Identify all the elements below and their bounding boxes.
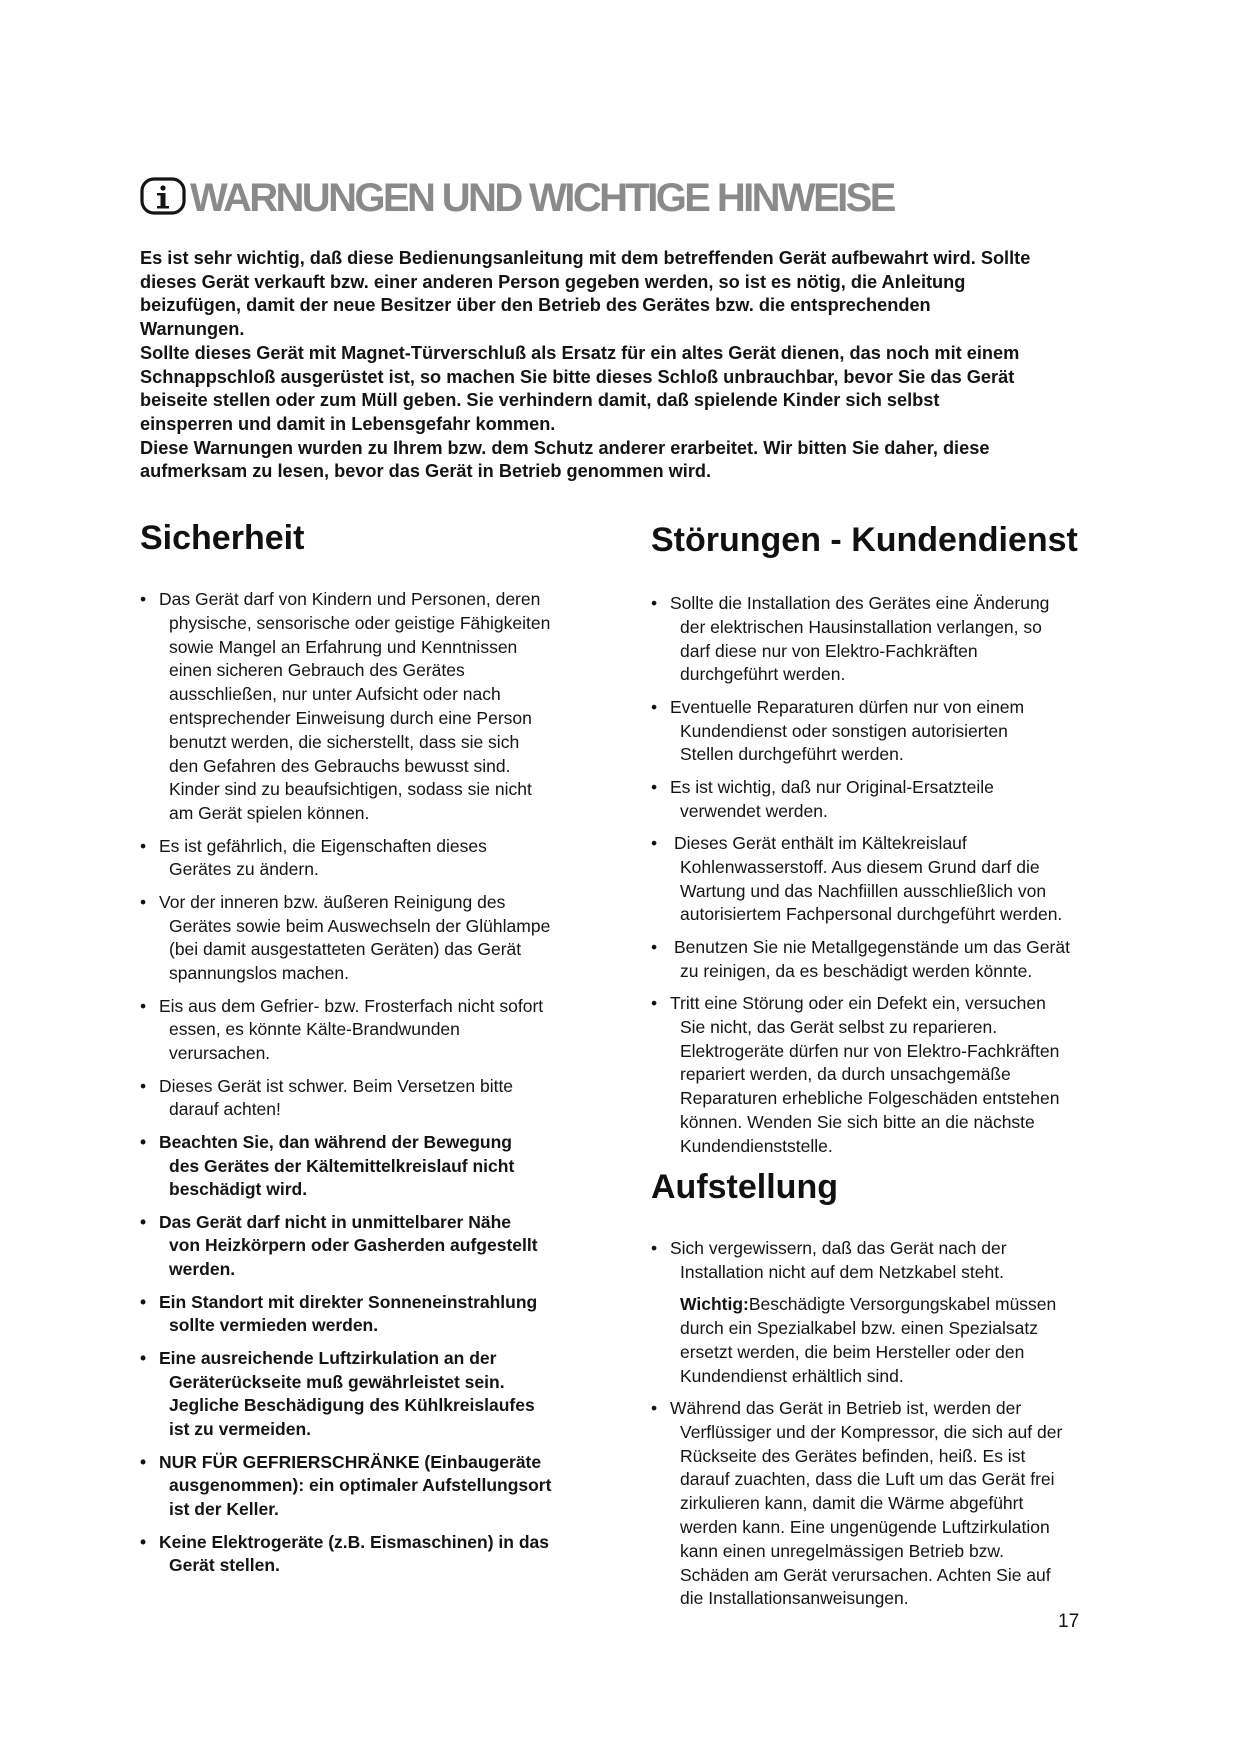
list-item: [651, 1397, 1131, 1611]
line: Eventuelle Reparaturen dürfen nur von einem: [670, 696, 1025, 717]
sicherheit-heading: Sicherheit: [140, 519, 305, 557]
line: die Installationsanweisungen.: [680, 1588, 909, 1609]
line: Dieses Gerät enthält im Kältekreislauf: [674, 832, 967, 853]
line: einen sicheren Gebrauch des Gerätes: [169, 660, 465, 681]
sicherheit-section: [140, 518, 620, 1587]
page-title: WARNUNGEN UND WICHTIGE HINWEISE: [190, 176, 894, 220]
intro-paragraph-1: [140, 247, 1120, 342]
line: werden.: [169, 1259, 236, 1280]
list-item: [140, 588, 620, 826]
note-label: Wichtig:: [680, 1294, 749, 1315]
aufstellung-heading: Aufstellung: [651, 1168, 838, 1207]
line: Kundendienststelle.: [680, 1135, 833, 1156]
wichtig-note: [651, 1293, 1131, 1388]
line: Vor der inneren bzw. äußeren Reinigung des: [159, 891, 506, 912]
line: der elektrischen Hausinstallation verlangen, so: [680, 616, 1042, 637]
line: Eine ausreichende Luftzirkulation an der: [159, 1347, 497, 1368]
line: Jegliche Beschädigung des Kühlkreislaufes: [169, 1395, 535, 1416]
intro-line: Diese Warnungen wurden zu Ihrem bzw. dem Schutz anderer erarbeitet. Wir bitten Sie daher, diese: [140, 437, 990, 458]
list-item: [651, 992, 1131, 1159]
list-item: [140, 995, 620, 1066]
list-item: [140, 1075, 620, 1123]
line: werden kann. Eine ungenügende Luftzirkulation: [680, 1517, 1050, 1538]
line: physische, sensorische oder geistige Fähigkeiten: [169, 612, 551, 633]
list-item: [140, 1531, 620, 1579]
line: Installation nicht auf dem Netzkabel steht.: [680, 1261, 1004, 1282]
line: Kinder sind zu beaufsichtigen, sodass sie nicht: [169, 779, 532, 800]
intro-line: Warnungen.: [140, 319, 245, 340]
line: Dieses Gerät ist schwer. Beim Versetzen bitte: [159, 1075, 514, 1096]
line: Sollte die Installation des Gerätes eine Änderung: [670, 593, 1050, 613]
list-item: [140, 1291, 620, 1339]
line: autorisiertem Fachpersonal durchgeführt werden.: [680, 904, 1063, 925]
list-item: [651, 592, 1131, 687]
line: Wartung und das Nachfiillen ausschließlich von: [680, 880, 1047, 901]
stoerungen-heading: Störungen - Kundendienst: [651, 521, 1078, 559]
line: kann einen unregelmässigen Betrieb bzw.: [680, 1540, 1004, 1561]
line: benutzt werden, die sicherstellt, dass sie sich: [169, 731, 520, 752]
line: können. Wenden Sie sich bitte an die nächste: [680, 1111, 1035, 1132]
intro-line: Schnappschloß ausgerüstet ist, so machen Sie bitte dieses Schloß unbrauchbar, bevor Sie das Gerät: [140, 366, 1015, 387]
line: spannungslos machen.: [169, 963, 349, 984]
stoerungen-section: [651, 520, 1131, 1620]
line: ist der Keller.: [169, 1499, 279, 1520]
line: beschädigt wird.: [169, 1179, 308, 1200]
list-item: [140, 1451, 620, 1522]
intro-line: Es ist sehr wichtig, daß diese Bedienungsanleitung mit dem betreffenden Gerät aufbewahrt wird. Sollte: [140, 248, 1031, 268]
intro-paragraph-3: [140, 437, 1120, 484]
line: sowie Mangel an Erfahrung und Kenntnissen: [169, 636, 518, 657]
line: Sich vergewissern, daß das Gerät nach der: [670, 1238, 1007, 1259]
line: Tritt eine Störung oder ein Defekt ein, versuchen: [670, 992, 1046, 1013]
line: Beachten Sie, dan während der Bewegung: [159, 1131, 512, 1152]
line: darf diese nur von Elektro-Fachkräften: [680, 640, 978, 661]
sicherheit-list: [140, 588, 620, 1578]
list-item: [140, 1131, 620, 1202]
line: Gerätes zu ändern.: [169, 859, 319, 880]
line: Kundendienst oder sonstigen autorisierten: [680, 720, 1008, 741]
line: zirkulieren kann, damit die Wärme abgeführt: [680, 1493, 1024, 1514]
line: darauf achten!: [169, 1099, 281, 1120]
intro-line: beizufügen, damit der neue Besitzer über den Betrieb des Gerätes bzw. die entsprechenden: [140, 295, 931, 316]
intro-line: aufmerksam zu lesen, bevor das Gerät in Betrieb genommen wird.: [140, 461, 712, 482]
line: durchgeführt werden.: [680, 664, 846, 685]
intro-line: beiseite stellen oder zum Müll geben. Sie verhindern damit, daß spielende Kinder sich selbst: [140, 390, 940, 411]
line: den Gefahren des Gebrauchs bewusst sind.: [169, 755, 511, 776]
intro-line: Sollte dieses Gerät mit Magnet-Türverschluß als Ersatz für ein altes Gerät dienen, das noch mit einem: [140, 342, 1020, 363]
line: verwendet werden.: [680, 800, 828, 821]
line: verursachen.: [169, 1043, 271, 1064]
line: durch ein Spezialkabel bzw. einen Spezialsatz: [680, 1318, 1038, 1339]
list-item: [651, 1237, 1131, 1285]
line: Elektrogeräte dürfen nur von Elektro-Fachkräften: [680, 1040, 1060, 1061]
line: von Heizkörpern oder Gasherden aufgestellt: [169, 1235, 538, 1256]
line: Benutzen Sie nie Metallgegenstände um das Gerät: [674, 936, 1070, 957]
line: zu reinigen, da es beschädigt werden könnte.: [680, 960, 1033, 981]
line: Eis aus dem Gefrier- bzw. Frosterfach nicht sofort: [159, 995, 544, 1016]
line: Es ist gefährlich, die Eigenschaften dieses: [159, 835, 487, 856]
line: des Gerätes der Kältemittelkreislauf nicht: [169, 1155, 515, 1176]
line: ist zu vermeiden.: [169, 1419, 311, 1440]
list-item: [651, 832, 1131, 927]
page-header: [140, 176, 894, 221]
line: Reparaturen erhebliche Folgeschäden entstehen: [680, 1088, 1060, 1109]
line: Ein Standort mit direkter Sonneneinstrahlung: [159, 1291, 538, 1312]
line: darauf zuachten, dass die Luft um das Gerät frei: [680, 1469, 1055, 1490]
line: (bei damit ausgestatteten Geräten) das Gerät: [169, 939, 522, 960]
list-item: [651, 696, 1131, 767]
line: Gerät stellen.: [169, 1555, 280, 1576]
line: Sie nicht, das Gerät selbst zu reparieren.: [680, 1016, 998, 1037]
list-item: [140, 835, 620, 883]
intro-paragraph-2: [140, 342, 1120, 437]
intro-line: einsperren und damit in Lebensgefahr kommen.: [140, 413, 556, 434]
line: NUR FÜR GEFRIERSCHRÄNKE (Einbaugeräte: [159, 1451, 542, 1472]
aufstellung-list-2: [651, 1397, 1131, 1611]
aufstellung-list: [651, 1237, 1131, 1285]
line: entsprechender Einweisung durch eine Person: [169, 707, 532, 728]
line: Das Gerät darf nicht in unmittelbarer Nähe: [159, 1211, 512, 1232]
line: repariert werden, da durch unsachgemäße: [680, 1064, 1011, 1085]
line: Beschädigte Versorgungskabel müssen: [748, 1294, 1057, 1315]
line: ersetzt werden, die beim Hersteller oder den: [680, 1341, 1025, 1362]
line: Keine Elektrogeräte (z.B. Eismaschinen) in das: [159, 1531, 549, 1552]
line: Während das Gerät in Betrieb ist, werden der: [670, 1398, 1022, 1419]
line: Es ist wichtig, daß nur Original-Ersatzteile: [670, 776, 994, 797]
list-item: [140, 1347, 620, 1442]
line: Das Gerät darf von Kindern und Personen, deren: [159, 589, 541, 609]
line: Stellen durchgeführt werden.: [680, 744, 904, 765]
line: am Gerät spielen können.: [169, 803, 370, 824]
list-item: [651, 776, 1131, 824]
line: Gerätes sowie beim Auswechseln der Glühlampe: [169, 915, 551, 936]
intro-text: [140, 247, 1120, 484]
line: Verflüssiger und der Kompressor, die sich auf der: [680, 1421, 1063, 1442]
line: ausgenommen): ein optimaler Aufstellungsort: [169, 1475, 552, 1496]
line: ausschließen, nur unter Aufsicht oder nach: [169, 684, 501, 705]
list-item: [140, 891, 620, 986]
line: Rückseite des Gerätes befinden, heiß. Es ist: [680, 1445, 1026, 1466]
page-number: 17: [1058, 1611, 1080, 1632]
line: Kundendienst erhältlich sind.: [680, 1365, 904, 1386]
stoerungen-list: [651, 592, 1131, 1159]
intro-line: dieses Gerät verkauft bzw. einer anderen Person gegeben werden, so ist es nötig, die Anleitung: [140, 271, 966, 292]
line: essen, es könnte Kälte-Brandwunden: [169, 1019, 460, 1040]
info-icon: [140, 177, 186, 215]
line: Kohlenwasserstoff. Aus diesem Grund darf die: [680, 856, 1040, 877]
list-item: [140, 1211, 620, 1282]
line: Schäden am Gerät verursachen. Achten Sie auf: [680, 1564, 1051, 1585]
line: sollte vermieden werden.: [169, 1315, 379, 1336]
line: Geräterückseite muß gewährleistet sein.: [169, 1371, 505, 1392]
list-item: [651, 936, 1131, 984]
